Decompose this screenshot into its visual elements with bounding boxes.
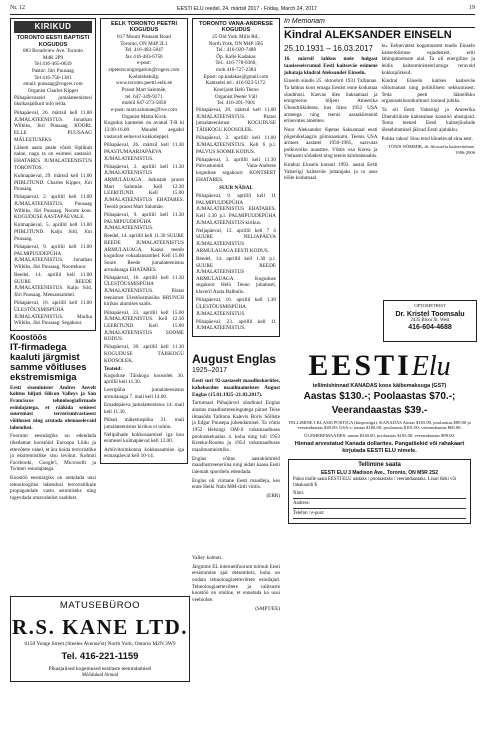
order-address-field[interactable]: Aadress: bbox=[293, 501, 466, 509]
email-link[interactable]: e-post: mart.salumae@live.com bbox=[111, 107, 177, 114]
it-article-headline bbox=[10, 334, 96, 382]
kane-label: MATUSEBÜROO bbox=[59, 600, 141, 611]
service-item: Reedel, 14. aprillil kell 11.30 SUURE REEDE JUMALATEENISTUS ARMULAUAGA. Kaasa teenib koguduse vokaalansambel. Kell 15.00 Suure Reede jumalateenistus armulauaga EHATARES. bbox=[104, 233, 184, 273]
vana-andrese-address bbox=[196, 34, 276, 107]
service-item: Pühapäeval, 26. märtsil kell 11.00 JUMALATEENISTUS. Pärast jumalateenistust KOGUDUSE TÄISKOGU KOOSOLEK. bbox=[196, 107, 276, 134]
service-item: Pühapäeval, 23. aprillil kell 11 JUMALATEENISTUS. bbox=[196, 318, 276, 332]
memoriam-body: Puhka rahus! Sinu teod kõnelevad sinu eest. bbox=[381, 135, 473, 142]
service-item: Pühapäeval, 16. aprillil kell 11.30 ÜLESTÕUSMISPÜHA JUMALATEENISTUS. Pärast teenistust Ülestõusmisüha BRUNCH kirikus alumises saalis. bbox=[104, 274, 184, 308]
service-item: Pühapäeval, 9. aprillil kell 11 PALMIPUUDEPÜHA JUMALATEENISTUS EHATARES. Kell 1.30 p.l. PALMIPUUDEPÜHA JUMALATEENISTUS kirikus. bbox=[196, 192, 276, 226]
subscription-price-main: Aastas $130.-; Poolaastas $70.-; bbox=[303, 390, 456, 402]
address-line: mobiil 647-273-5858 bbox=[121, 100, 167, 107]
englas-article bbox=[192, 352, 280, 552]
logo-script: Elu bbox=[411, 351, 451, 382]
notice-item: Leeripüha jumalateenistus armulauaga 7. mail kell 14.00. bbox=[104, 387, 184, 400]
subscription-priority: TELLIMINE I KLASSI POSTIGA (kiirpostiga): KANADAS Aastas $165.00, poolaastas $89.00 ja veerandaastas $49.00; USA-s: aastas $180.00; poolaastas $101.00; veerandaastas $60.00. bbox=[288, 419, 471, 431]
address-line: Organist Charles Kipper bbox=[27, 88, 79, 95]
address-line: North York, ON M4P 1B5 bbox=[208, 40, 264, 47]
service-item: Pühapäeval, 2. aprillil kell 11.00 JUMALATEENISTUS. Puusaag Wilbiks, Jüri Puusaag. Noorte koor. KOGUDUSE AASTAPÄEVALE. bbox=[14, 194, 92, 221]
address-line: e-post: bbox=[136, 60, 152, 67]
kane-name: R.S. KANE LTD. bbox=[11, 615, 189, 640]
optom-name: Dr. Kristel Toomsalu bbox=[395, 308, 465, 318]
peetri-extra-title: Teateid: bbox=[104, 365, 122, 372]
memoriam-label: In Memoriam bbox=[284, 18, 475, 28]
peetri-box bbox=[100, 18, 188, 464]
masthead-date: EESTI ELU reedel, 24. märtsil 2017 - Friday, March 24, 2017 bbox=[177, 5, 317, 12]
valley-article bbox=[192, 555, 280, 645]
memoriam-body: Noor Aleksander lõpetas Saksamaal eesti põgenikelaagris gümnaasiumi. Teenis USA armees aastatel 1950-1985, saavutas polkovniku auastme. Võttis osa Korea ja Vietnami sõdadest ning teenis kindralstaabis. bbox=[284, 126, 378, 160]
headline-main: IT-firmadega kaaluti järgmist samme võitluses ekstremismiga bbox=[10, 341, 87, 383]
order-note: Palun mulle saata EESTI ELU aastaks / poolaastaks / veerandaastaks. Lisan tšeki või rahakaardi $ bbox=[293, 476, 457, 488]
subscription-currency-note: Hinnad arvestatud Kanada dollarites. Pangatšekid või rahakaart kirjutada EESTI ELU nimele. bbox=[294, 441, 465, 455]
address-line: M4K 2P9 bbox=[42, 54, 64, 61]
service-item: Neljapäeval, 13. aprillil kell 7 õ SUURE NELJAPÄEVA JUMALATEENISTUS ARMULAUAGA EESTI KODUS. bbox=[196, 227, 276, 254]
address-line: Tel. 416-483-5847 bbox=[124, 47, 164, 54]
subscription-heading: tellimishinnad KANADAS koos käibemaksuga (GST) bbox=[312, 383, 447, 389]
service-item: Pühapäeval, 26. märtsil kell 11.00 JUMALATEENISTUS. Jonathan Wilbiks, Jüri Puusaag. KOORI. ELLE PUUSAAG MÄLESTUSEKS. bbox=[14, 109, 92, 143]
baptist-church-title: TORONTO EESTI BAPTISTI KOGUDUS bbox=[16, 35, 90, 48]
service-item: Pühapäeval, 16. aprillil kell 11.00 ÜLESTÕUSMISPÜHA JUMALATEENISTUS. Marika Wilbiks, Jüri Puusaag. Segakoor. bbox=[14, 300, 92, 327]
notice-item: Koguduse Täiskogu koosolek 30. aprillil kell 11.30. bbox=[104, 372, 184, 386]
kirikud-banner: KIRIKUD bbox=[14, 21, 92, 33]
eesti-elu-logo bbox=[286, 348, 473, 381]
service-heading: SUUR NÄDAL bbox=[219, 184, 253, 191]
service-item: Pühapäeval, 26. märtsil kell 11.30 PAASTUMAARJAPÄEVA JUMALATEENISTUS. bbox=[104, 142, 184, 162]
column-2 bbox=[100, 18, 188, 590]
optom-address: 2435 Bloor St. West bbox=[410, 318, 450, 324]
memoriam-col-2 bbox=[382, 43, 476, 184]
it-article-lead: Eesti siseminister Andres Anvelt kohtus hiljuti Silicon Valleys ja San Franciscos tehnoloogiafirmade esindajatega, et rääkida senisest suuremast terrorismivastasest võitlusest ning arutada olemasolevaid lahendusi. bbox=[10, 384, 96, 431]
memoriam-col-1 bbox=[284, 43, 378, 184]
notice-item: Arhiivitoimkonna kokkusaamine iga esmaspäeval kell 10-14. bbox=[104, 446, 184, 460]
baptist-address bbox=[14, 48, 92, 95]
address-line: Tel 416-750-1381 bbox=[34, 74, 72, 81]
address-line: fax 416-483-6756 bbox=[125, 53, 163, 60]
order-form bbox=[288, 459, 471, 523]
page-number-left: Nr. 12 bbox=[10, 5, 25, 12]
order-contact-field[interactable]: Telefon / e-post: bbox=[293, 511, 466, 519]
column-3 bbox=[192, 18, 280, 348]
vana-andrese-title: TORONTO VANA-ANDRESE KOGUDUS bbox=[199, 21, 273, 34]
optometrist-ad bbox=[383, 300, 477, 342]
memoriam-body: ku. Eelnevatest kogemustest teadis Einseln kaitsetööstuse vajadustest, eriti lahingutoetuste alal. Ta oli energiline ja leidis kaitseministeeriumiga teravaid kokkupõrkeid. bbox=[381, 43, 475, 76]
optom-label: OPTOMETRIST bbox=[414, 303, 446, 308]
kane-experience: Pikaajalised kogemused eestlaste teenindamisel bbox=[48, 666, 152, 673]
address-line: Tel. 416-201-7001 bbox=[216, 100, 256, 107]
eesti-elu-subscription bbox=[286, 348, 473, 686]
service-item: Pühapäeval, 23. aprillil kell 15.00 JUMALATEENISTUS. Kell 12.30 LEERITUND. Kell 15.00 JUMALATEENISTUS SOOME KODUS. bbox=[104, 309, 184, 343]
subscription-overseas: ÜLEMEREMAADES: aastas $340.00, poolaastas $185.00, veerandaastas $99.00. bbox=[304, 433, 455, 439]
address-line: 25 Old York Mills Rd., bbox=[212, 33, 260, 40]
optom-phone: 416-604-4688 bbox=[408, 324, 452, 332]
order-title: Tellimine saata bbox=[358, 462, 401, 469]
page-number-right: 19 bbox=[469, 5, 475, 12]
memoriam-body: Einseln sündis 25. oktoobril 1931 Tallinnas. Ta lahkus koos emaga Eestist enne kodumaa sündmusi. Kasvas üles Saksamaal ja emigreerus hiljem Ameerika Ühendriikidesse, kus liitus 1952 USA armeega ning teenis aastakümneid erinevates ametites. bbox=[284, 78, 378, 125]
valley-body: Järgmine EL internetifoorum toimub Eesti eesistumise ajal detsembris, kuhu on oodata tehnoloogiaettevõtete esindajad. Tehnoloogiaettevõtete ja valitsuste koostöö on oluline, et ennetada ka uusi veebiohte. bbox=[192, 563, 280, 603]
memoriam-article bbox=[284, 18, 475, 298]
address-line: Tel.: 416-778-6360, bbox=[215, 60, 257, 67]
service-item: Pühapäeval, 3. aprillil kell 11.30 Palvustunnid. Vana-Andrese koguduse segakoori KONTSERT EHATARES. bbox=[196, 156, 276, 183]
column-1 bbox=[10, 18, 96, 590]
kane-phone: Tel. 416-221-1159 bbox=[61, 650, 139, 662]
service-item: Reedel, 14. aprillil kell 11.00 SUURE REEDE JUMALATEENISTUS. Kalju Sild, Jüri Puusaag. Meesansambel. bbox=[14, 272, 92, 299]
valley-sign: (SMPT/EE) bbox=[255, 605, 280, 612]
address-line: Koorijuht Helü Teeno bbox=[213, 87, 259, 94]
peetri-office: Kogudus kantselei on avatud T-R kl 13.00-16.00. Muudel aegadel vastavalt eelneval kokkuleppel. bbox=[104, 120, 184, 140]
address-line: Organist Peeter Väll bbox=[214, 93, 258, 100]
memoriam-body: Kindral Einseln kutsuti 1993. aastal Eesti Vabariigi kaitseväe juhatajaks ja ta asus tööle kodumaal. bbox=[284, 162, 378, 182]
englas-years: 1925–2017 bbox=[192, 367, 228, 375]
englas-body: Tartumaal Pühajärvel sündinud Englas alustas maadlustreeningutega pärast Teise ilmasõda Tallinna Kalevis Boris Sõlliste ja Edgar Puusepa juhendamisel. Ta võitis 1952 Helsingi OM-il vabamaadluses poolraskekaalus 4. koha ning tuli 1953 Kreeka-Rooma ja 1954 vabamaadluses maailmameistriks. bbox=[192, 400, 280, 453]
englas-lead: Eesti suri 92-aastaselt maadluskorüfee, kahekordne maailmameister August Englas (15.01.1925–21.03.2017). bbox=[192, 378, 280, 398]
notice-item: Nelipühade kokkusaamisel iga kuu esimesel kolmapäeval kell 12.00. bbox=[104, 431, 184, 445]
address-line: 817 Mount Pleasant Road bbox=[117, 33, 171, 40]
service-item: Lähem aasta peale võtab lõplikult naine, nagu ta on esimesi aastasid. EHATARES JUMALATEENISTUS TORONTOS. bbox=[14, 144, 92, 171]
peetri-title: EELK TORONTO PEETRI KOGUDUS bbox=[111, 21, 177, 34]
it-article-body: Foorumi eesmärgiks on edendada tihedamat koostööd Euroopa Liidu ja ettevõtete vahel, et ära hoida terroristlike ja ekstremistlike sisu levikut. Kohtuti Facebooki, Google'i, Microsofti ja Twitteri esindajatega. bbox=[10, 433, 96, 473]
valley-label: Valley kohtati. bbox=[192, 555, 223, 561]
headline-lead: Koostöös bbox=[10, 333, 47, 343]
address-line: Tel.: 416-920-7488 bbox=[216, 47, 256, 54]
memoriam-sign: TÕNIS NÕMMIK, dr. filosoofia kaitseväelane, 1996-2006 bbox=[387, 144, 475, 156]
notice-item: Emadepäeva jumalateenistus 14. mail kell 11.30. bbox=[104, 402, 184, 415]
address-line: tel. 647-349-9271 bbox=[125, 93, 163, 100]
it-article-body: Koostöö eesmärgiks on arendada uusi tehnoloogilisi lahendusi terroristlikule propagandale vastu astumiseks ning tugevdada omavahelist usaldust. bbox=[10, 475, 96, 502]
englas-sign: (ERR) bbox=[266, 492, 280, 499]
memoriam-lead: 16. märtsil lahkus meie hulgast taasiseseisvunud Eesti kaitseväe esimene juhataja kindral Aleksander Einseln. bbox=[284, 56, 378, 76]
subscription-price-quarter: Veerandaastas $39.- bbox=[331, 404, 428, 416]
address-line: Kantselei tel.: 416-923-5172. bbox=[205, 80, 267, 87]
order-name-field[interactable]: Nimi: bbox=[293, 491, 466, 499]
service-item: Pühapäeval, 9. aprillil kell 11.00 PALMIPUUDEPÜHA JUMALATEENISTUS. Jonathan Wilbiks, Jüri Puusaag. Noortekoor. bbox=[14, 243, 92, 270]
englas-body: Englas võitas aastakümneid maadlustreeneriina ning aidati kaasa Eesti laiemalt spordielu edendada. bbox=[192, 455, 280, 475]
memoriam-body: Kindral Einseln kaitses kaitseväe sõltumatust ning poliitilisest sekkumisest. Teda peeti läänelikku organisatsioonikultuuri toonud juhiks. bbox=[381, 78, 475, 105]
memoriam-dates: 25.10.1931 – 16.03.2017 bbox=[284, 44, 373, 54]
service-item: Pühapäeval, 2. aprillil kell 11.30 JUMALATEENISTUS ARMULAUAGA. Jutlustab praost Mart Salumäe. Kell 12.30 LEERITUND. Kell 15.00 JUMALATEENISTUS EHATARES. Teenib praost Mart Salumäe. bbox=[104, 163, 184, 210]
page-header bbox=[10, 4, 475, 15]
address-line: Pastor: Jüri Puusaag bbox=[31, 68, 75, 75]
service-item: Pühapäeval, 9. aprillil kell 11.30 PALMIPUUDEPÜHA JUMALATEENISTUS. bbox=[104, 211, 184, 232]
kane-prices: Mõõdukad hinnad bbox=[81, 673, 119, 678]
logo-main: EESTI bbox=[308, 349, 412, 382]
address-line: Praost Mart Salumäe, bbox=[121, 87, 167, 94]
service-item: Reedel, 14. aprillil kell 1.30 p.l. SUURE REEDE JUMALATEENISTUS ARMULAUAGA. Koguduse segakoor Helü Teeno juhatusel, klaveril Anita Balbulis. bbox=[196, 255, 276, 296]
email-link[interactable]: email: puusaag@rogers.com bbox=[23, 81, 83, 88]
email-link[interactable]: stpeterscongregation@rogers.com bbox=[108, 67, 180, 74]
englas-name: August Englas bbox=[192, 352, 277, 366]
service-item: Kolmapäeval, 5. aprillil kell 11.00 PIIBLITUND. Kalju Sild, Jüri Puusaag. bbox=[14, 222, 92, 242]
it-article bbox=[10, 334, 96, 501]
memoriam-body: Ta oli Eesti Vabariigi ja Ameerika Ühendriikide kaitsealase koostöö alustajaid. Tema teened Eesti kaitsejõudude ülesehitamisel jäävad Eesti ajalukku. bbox=[381, 106, 475, 133]
email-link[interactable]: Epost: op.kadakas@gmail.com bbox=[203, 73, 269, 80]
service-item: Pühapäeval, 30. aprillil kell 11.30 KOGUDUSE TÄISKOGU KOOSOLEK. bbox=[104, 344, 184, 364]
service-item: Pühapäeval, 2. aprillil kell 11.00 JUMALATEENISTUS. Kell 6 p.l. PALVUS SOOME KODUS. bbox=[196, 135, 276, 155]
address-line: Õp. Kalle Kadakas bbox=[216, 53, 256, 60]
order-address: EESTI ELU 3 Madison Ave., Toronto, ON M5R 2S2 bbox=[320, 470, 439, 477]
kane-address: 6150 Yonge Street (Steeles Avenue'st) North York, Ontario M2N 3W9 bbox=[24, 641, 176, 648]
service-item: Kolmapäeval, 29. märtsil kell 11.00 PIIBLITUND. Charles Kipper, Jüri Puusaag. bbox=[14, 172, 92, 193]
kirikud-box bbox=[10, 18, 96, 331]
address-line: 883 Broadview Ave. Toronto bbox=[23, 48, 83, 55]
website-link[interactable]: www.toronto.peetri.eelk.ee bbox=[115, 80, 173, 87]
address-line: Tel 416-465-0639 bbox=[34, 61, 72, 68]
baptist-note: Pühapäevaseid jumalateenistusi üksikasjalikult info leida. bbox=[14, 94, 92, 108]
memoriam-name: Kindral ALEKSANDER EINSELN bbox=[284, 28, 452, 41]
address-line: mob 416-727-2384 bbox=[216, 67, 256, 74]
address-line: Organist Marta Kivik bbox=[121, 113, 167, 120]
memoriam-columns bbox=[284, 43, 475, 184]
notice-item: Pühad mälestuspüha 21. mail jumalateenistus kirikus ei toimu. bbox=[104, 416, 184, 430]
peetri-address bbox=[104, 34, 184, 121]
address-line: Kodulehekülg: bbox=[128, 73, 160, 80]
address-line: Toronto, ON M4P 2L1 bbox=[120, 40, 168, 47]
kane-funeral-ad bbox=[10, 596, 190, 682]
vana-andrese-box bbox=[192, 18, 280, 337]
englas-body: Englas oli viimane Eesti maadleja, kes enne Heiki Nabi MM-tiitli võitis. bbox=[192, 477, 280, 491]
service-item: Pühapäeval, 16. aprillil kell 1.30 ÜLESTÕUSMISPÜHA JUMALATEENISTUS. bbox=[196, 297, 276, 317]
